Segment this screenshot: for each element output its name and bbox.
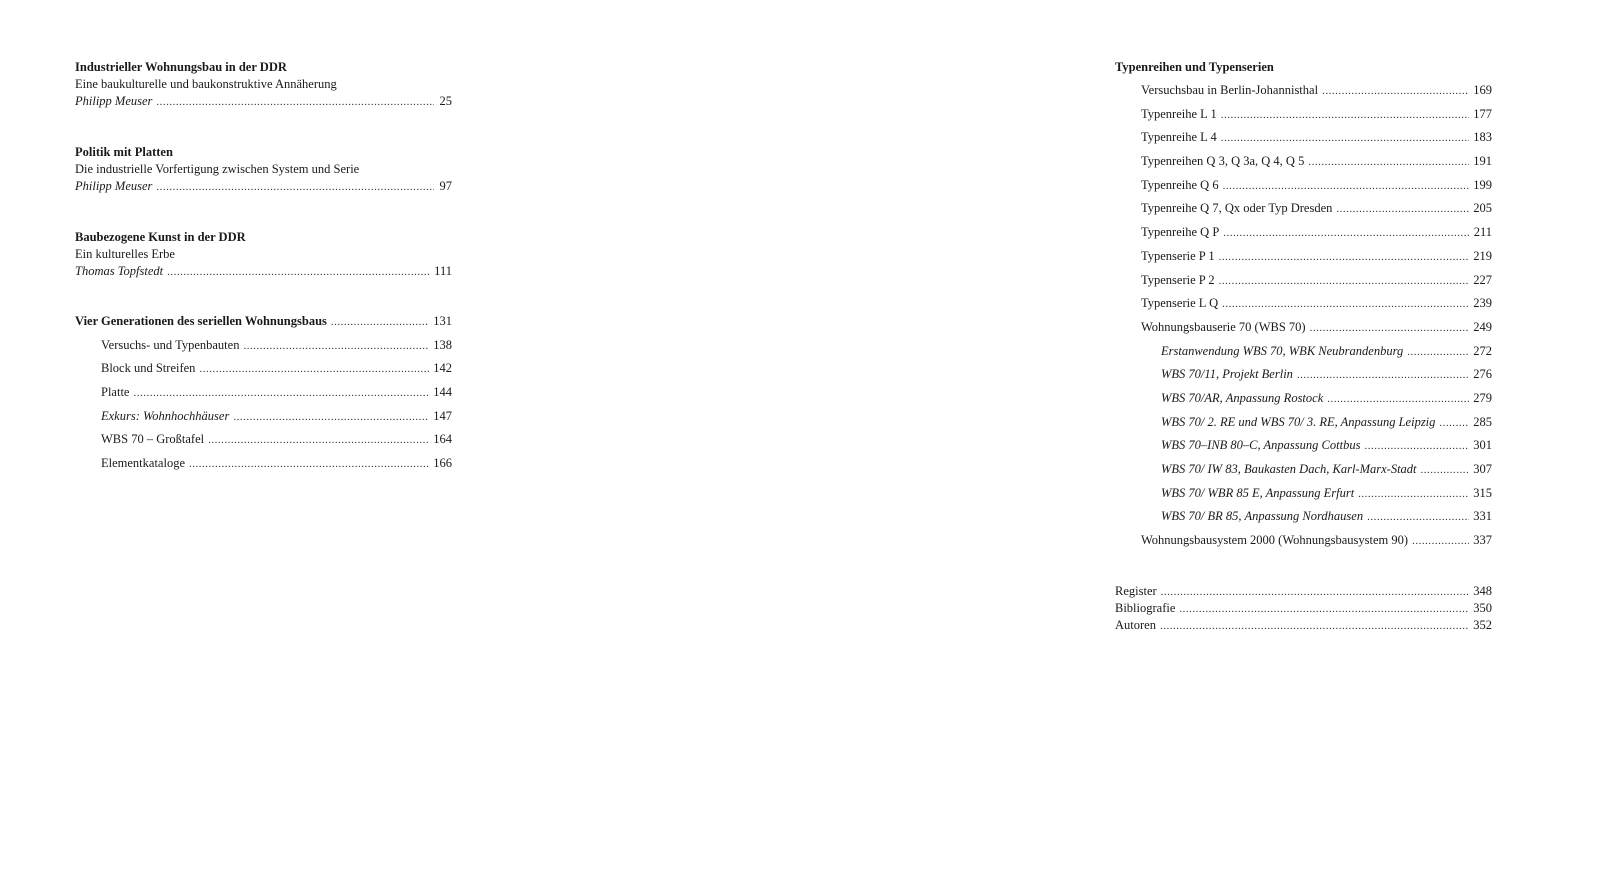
dot-leader xyxy=(233,406,429,430)
toc-entry-label: Typenreihe Q 6 xyxy=(1141,177,1219,192)
toc-page-number: 301 xyxy=(1473,438,1492,453)
toc-entry-label: Versuchs- und Typenbauten xyxy=(101,337,240,352)
toc-entry-back-matter[interactable] xyxy=(1115,583,1492,600)
dot-leader xyxy=(243,335,429,359)
dot-leader xyxy=(1222,293,1469,317)
toc-page-number: 276 xyxy=(1473,367,1492,382)
dot-leader xyxy=(133,382,429,406)
toc-entry[interactable] xyxy=(1115,482,1492,506)
toc-entry[interactable] xyxy=(75,357,452,381)
toc-right-page xyxy=(1115,59,1492,634)
toc-entry[interactable] xyxy=(1115,529,1492,553)
toc-page-number: 205 xyxy=(1473,201,1492,216)
toc-page-number: 131 xyxy=(433,314,452,328)
dot-leader xyxy=(167,264,430,281)
toc-entry[interactable] xyxy=(1115,245,1492,269)
toc-entry-label: Elementkataloge xyxy=(101,456,185,471)
dot-leader xyxy=(1364,435,1469,459)
toc-entry[interactable] xyxy=(1115,363,1492,387)
toc-page-number: 219 xyxy=(1473,248,1492,263)
toc-page-number: 350 xyxy=(1473,600,1492,615)
toc-entry[interactable] xyxy=(1115,269,1492,293)
toc-entry-label: Typenreihe L 4 xyxy=(1141,130,1217,145)
toc-entry-label: Autoren xyxy=(1115,617,1156,632)
dot-leader xyxy=(1161,584,1470,601)
toc-entry-label: Vier Generationen des seriellen Wohnungsbaus xyxy=(75,314,327,328)
dot-leader xyxy=(199,358,429,382)
toc-page-number: 183 xyxy=(1473,130,1492,145)
toc-entry[interactable] xyxy=(1115,411,1492,435)
toc-entry-label: Typenreihe Q 7, Qx oder Typ Dresden xyxy=(1141,201,1333,216)
toc-page-number: 307 xyxy=(1473,462,1492,476)
toc-entry-label: Platte xyxy=(101,385,130,400)
toc-entry-label: Wohnungsbausystem 2000 (Wohnungsbausystem 90) xyxy=(1141,533,1409,548)
toc-page-number: 337 xyxy=(1473,533,1492,548)
toc-entry-label: Philipp Meuser xyxy=(75,94,153,108)
toc-entry-generations[interactable] xyxy=(75,310,452,334)
dot-leader xyxy=(1358,483,1469,507)
toc-entry-label: WBS 70/ WBR 85 E, Anpassung Erfurt xyxy=(1161,485,1355,500)
dot-leader xyxy=(1223,222,1469,246)
dot-leader xyxy=(1219,270,1470,294)
toc-page-number: 191 xyxy=(1473,154,1492,169)
toc-entry-label: WBS 70/AR, Anpassung Rostock xyxy=(1161,390,1324,405)
toc-entry-back-matter[interactable] xyxy=(1115,617,1492,634)
dot-leader xyxy=(1407,341,1469,365)
toc-page-number: 272 xyxy=(1473,343,1492,358)
toc-page-number: 211 xyxy=(1473,225,1492,240)
section-title[interactable]: Industrieller Wohnungsbau in der DDR xyxy=(75,60,287,74)
dot-leader xyxy=(1322,80,1469,104)
dot-leader xyxy=(189,453,429,477)
toc-entry[interactable] xyxy=(1115,221,1492,245)
toc-entry-author[interactable] xyxy=(75,178,452,195)
toc-entry-label: Versuchsbau in Berlin-Johannisthal xyxy=(1141,83,1319,97)
toc-entry[interactable] xyxy=(1115,340,1492,364)
toc-entry-label: Register xyxy=(1115,583,1157,598)
dot-leader xyxy=(1221,104,1470,128)
dot-leader xyxy=(156,179,434,196)
toc-page-number: 177 xyxy=(1473,106,1492,121)
toc-page-number: 25 xyxy=(439,94,452,108)
toc-entry-author[interactable] xyxy=(75,93,452,110)
toc-page-number: 199 xyxy=(1473,177,1492,192)
toc-entry[interactable] xyxy=(1115,174,1492,198)
toc-entry-label: Typenserie P 2 xyxy=(1141,272,1215,287)
dot-leader xyxy=(1160,618,1469,635)
toc-entry[interactable] xyxy=(1115,103,1492,127)
dot-leader xyxy=(1421,459,1470,483)
dot-leader xyxy=(1179,601,1469,618)
toc-entry[interactable] xyxy=(1115,197,1492,221)
toc-entry[interactable] xyxy=(1115,126,1492,150)
toc-entry-label: Wohnungsbauserie 70 (WBS 70) xyxy=(1141,319,1306,334)
toc-entry-label: Typenreihen Q 3, Q 3a, Q 4, Q 5 xyxy=(1141,154,1305,169)
toc-entry-label: Block und Streifen xyxy=(101,361,196,376)
toc-entry-label: Typenreihe L 1 xyxy=(1141,106,1217,121)
toc-entry[interactable] xyxy=(75,405,452,429)
dot-leader xyxy=(1367,506,1469,530)
toc-entry-author[interactable] xyxy=(75,263,452,280)
toc-entry-back-matter[interactable] xyxy=(1115,600,1492,617)
section-title[interactable]: Baubezogene Kunst in der DDR xyxy=(75,230,246,244)
toc-page-number: 169 xyxy=(1473,83,1492,97)
dot-leader xyxy=(1327,388,1469,412)
dot-leader xyxy=(1219,246,1470,270)
toc-entry-label: Typenserie L Q xyxy=(1141,296,1219,311)
toc-entry[interactable] xyxy=(75,334,452,358)
toc-page-number: 331 xyxy=(1473,509,1492,524)
toc-entry-label: Philipp Meuser xyxy=(75,179,153,193)
dot-leader xyxy=(1223,175,1470,199)
toc-entry-label: WBS 70 – Großtafel xyxy=(101,432,205,447)
toc-entry[interactable] xyxy=(1115,150,1492,174)
toc-entry[interactable] xyxy=(1115,458,1492,482)
dot-leader xyxy=(156,94,434,111)
toc-page-number: 111 xyxy=(434,264,452,278)
toc-page-number: 249 xyxy=(1473,319,1492,334)
toc-page-number: 279 xyxy=(1473,390,1492,405)
toc-page-number: 352 xyxy=(1473,617,1492,632)
toc-entry-label: WBS 70–INB 80–C, Anpassung Cottbus xyxy=(1161,438,1361,453)
toc-left-page xyxy=(75,59,452,476)
toc-entry-label: Exkurs: Wohnhochhäuser xyxy=(101,408,230,423)
section-title[interactable]: Politik mit Platten xyxy=(75,145,173,159)
dot-leader xyxy=(208,429,429,453)
toc-entry[interactable] xyxy=(1115,387,1492,411)
toc-page-number: 138 xyxy=(433,337,452,352)
section-subtitle: Ein kulturelles Erbe xyxy=(75,247,175,261)
toc-entry-label: Thomas Topfstedt xyxy=(75,264,164,278)
section-subtitle: Die industrielle Vorfertigung zwischen System und Serie xyxy=(75,162,360,176)
toc-entry[interactable] xyxy=(1115,505,1492,529)
toc-page-number: 142 xyxy=(433,361,452,376)
toc-entry[interactable] xyxy=(1115,292,1492,316)
toc-page-number: 164 xyxy=(433,432,452,447)
toc-entry[interactable] xyxy=(75,452,452,476)
toc-page-number: 166 xyxy=(433,456,452,471)
toc-entry-label: WBS 70/ 2. RE und WBS 70/ 3. RE, Anpassung Leipzig xyxy=(1161,414,1436,429)
toc-entry[interactable] xyxy=(1115,316,1492,340)
toc-entry[interactable] xyxy=(1115,434,1492,458)
toc-page-number: 315 xyxy=(1473,485,1492,500)
toc-entry[interactable] xyxy=(1115,79,1492,103)
dot-leader xyxy=(1336,198,1469,222)
toc-entry-label: WBS 70/ BR 85, Anpassung Nordhausen xyxy=(1161,509,1364,524)
section-heading: Typenreihen und Typenserien xyxy=(1115,60,1274,74)
toc-entry-label: Erstanwendung WBS 70, WBK Neubrandenburg xyxy=(1161,343,1404,358)
toc-page-number: 97 xyxy=(439,179,452,193)
dot-leader xyxy=(331,311,429,335)
dot-leader xyxy=(1439,412,1469,436)
toc-entry-label: Bibliografie xyxy=(1115,600,1176,615)
dot-leader xyxy=(1221,127,1470,151)
toc-entry-label: WBS 70/11, Projekt Berlin xyxy=(1161,367,1293,382)
toc-page-number: 144 xyxy=(433,385,452,400)
dot-leader xyxy=(1308,151,1469,175)
toc-page-number: 348 xyxy=(1473,583,1492,598)
toc-entry[interactable] xyxy=(75,381,452,405)
toc-page-number: 227 xyxy=(1473,272,1492,287)
toc-page-number: 147 xyxy=(433,408,452,423)
dot-leader xyxy=(1297,364,1469,388)
dot-leader xyxy=(1310,317,1470,341)
toc-page-number: 285 xyxy=(1473,414,1492,429)
toc-page-number: 239 xyxy=(1473,296,1492,311)
toc-entry-label: Typenreihe Q P xyxy=(1141,225,1220,240)
toc-entry-label: WBS 70/ IW 83, Baukasten Dach, Karl-Marx-Stadt xyxy=(1161,462,1417,476)
section-subtitle: Eine baukulturelle und baukonstruktive Annäherung xyxy=(75,77,337,91)
dot-leader xyxy=(1412,530,1469,554)
toc-entry-label: Typenserie P 1 xyxy=(1141,248,1215,263)
toc-entry[interactable] xyxy=(75,428,452,452)
